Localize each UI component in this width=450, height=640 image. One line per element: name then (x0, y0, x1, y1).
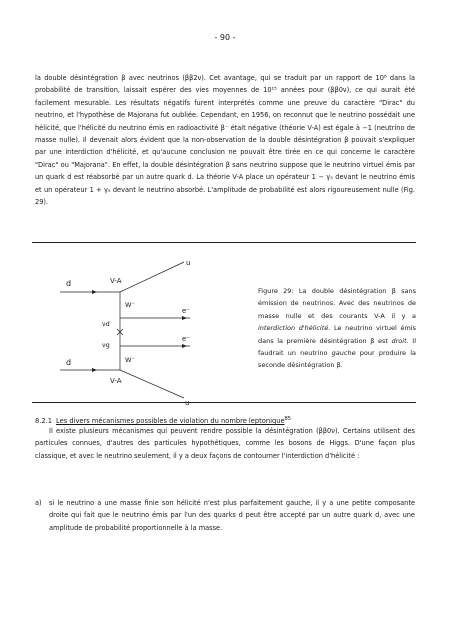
label-e-bottom: e⁻ (182, 335, 191, 343)
top-divider (32, 242, 416, 243)
caption-emph-3: gauche (331, 349, 356, 358)
caption-text-4: pour produire la seconde désintégration β. (258, 349, 416, 370)
list-item-a-marker: a) (35, 499, 42, 507)
section-title: Les divers mécanismes possibles de violation du nombre leptonique (56, 417, 285, 426)
label-d-top: d (66, 279, 72, 288)
arrow-top-in (92, 290, 97, 294)
figure-caption (258, 285, 416, 372)
arrow-bottom-in (92, 368, 97, 372)
label-u-top: u (186, 259, 191, 267)
label-va-bottom: V-A (110, 377, 122, 385)
feynman-diagram (50, 252, 250, 407)
section-paragraph (35, 425, 415, 462)
caption-emph-2: droit (391, 336, 407, 345)
intro-paragraph: la double désintégration β avec neutrinos (ββ2ν). Cet avantage, qui se traduit par un rapport de 10⁸ dans la probabilité de transition, laissait espérer des vies moyennes de 10¹⁵ années pour (ββ0ν), ce qui aurait été facilement mesurable. Les résultats négatifs furent interprétés comme une preuve du caractère "Dirac" du neutrino, et l'hypothèse de Majorana fut oubliée. Cependant, en 1956, on reconnut que le neutrino possédait une hélicité, que l'hélicité du neutrino émis en radioactivité β⁻ était négative (théorie V-A) est égale à −1 (neutrino de masse nulle). Il devenait alors évident que la non-observation de la double désintégration β pouvait s'expliquer par une interdiction d'hélicité, et qu'aucune conclusion ne pouvait être tirée en ce qui concerne le caractère "Dirac" ou "Majorana". En effet, la double désintégration β sans neutrino suppose que le neutrino virtuel émis par un quark d est réabsorbé par un autre quark d. La théorie V-A place un opérateur 1 − γ₅ devant le neutrino émis et un opérateur 1 + γ₅ devant le neutrino absorbé. L'amplitude de probabilité est alors rigoureusement nulle (Fig. 29). (35, 74, 415, 207)
section-paragraph-text: Il existe plusieurs mécanismes qui peuvent rendre possible la désintégration (ββ0ν). Certains utilisent des particules connues, d'autres des particules hypothétiques, comme les bosons de Higgs. D'une façon plus classique, et avec le neutrino seulement, il y a deux façons de contourner l'interdiction d'hélicité : (35, 427, 415, 460)
arrow-electron-bottom (182, 344, 187, 348)
label-w-bottom: W⁻ (125, 356, 135, 364)
label-nu-g: νg (102, 341, 110, 349)
bottom-divider (32, 402, 416, 403)
label-e-top: e⁻ (182, 307, 191, 315)
label-nu-d: νd (102, 320, 110, 328)
arrow-electron-top (182, 316, 187, 320)
label-u-bottom: u (185, 399, 190, 407)
label-w-top: W⁻ (125, 301, 135, 309)
caption-text-2: . Le neutrino virtuel émis dans la première désintégration β est (258, 324, 416, 345)
caption-text-3: . Il faudrait un neutrino (258, 336, 417, 358)
label-d-bottom: d (66, 358, 72, 367)
list-item-a (35, 497, 415, 534)
list-item-a-text: si le neutrino a une masse finie son hélicité n'est plus parfaitement gauche, il y a une petite composante droite qui fait que le neutrino émis par l'un des quarks d peut être accepté par un autre quark d, avec une amplitude de probabilité proportionnelle à la masse. (49, 499, 415, 532)
caption-text-1: : La double désintégration β sans émission de neutrinos. Avec des neutrinos de masse nulle et des courants V-A il y a (258, 287, 416, 320)
section-ref: 85 (284, 416, 291, 422)
caption-label: Figure 29 (258, 287, 292, 295)
label-va-top: V-A (110, 277, 122, 285)
quark-line-out-top (120, 262, 184, 292)
quark-line-out-bottom (120, 370, 184, 398)
page-number: - 90 - (214, 33, 236, 42)
section-number: 8.2.1 (35, 417, 53, 426)
caption-emph-1: interdiction d'hélicité (258, 324, 329, 333)
